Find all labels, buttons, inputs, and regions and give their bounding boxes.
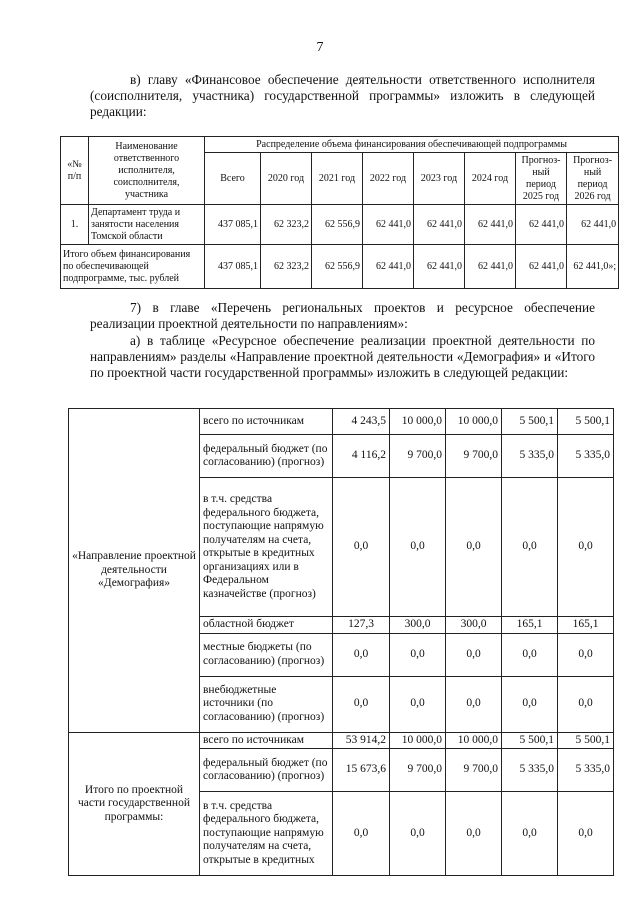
group-total-title: Итого по проектной части государственной программы:: [69, 732, 200, 876]
cell-value: 62 441,0: [363, 245, 414, 289]
cell-value: 0,0: [558, 676, 614, 732]
cell-value: 0,0: [390, 676, 446, 732]
intro-paragraph: в) главу «Финансовое обеспечение деятельности ответственного исполнителя (соисполнителя, участника) государственной программы» изложить в следующей редакции:: [90, 72, 595, 119]
cell-value: 0,0: [390, 633, 446, 676]
cell-value: 437 085,1: [205, 245, 261, 289]
cell-value: 0,0: [333, 676, 390, 732]
cell-value: 0,0: [558, 478, 614, 617]
cell-value: 4 116,2: [333, 435, 390, 478]
cell-value: 0,0: [390, 478, 446, 617]
cell-value: 62 441,0: [465, 245, 516, 289]
header-year: 2020 год: [261, 153, 312, 205]
group-demography-title: «Направление проектной деятельности «Демография»: [69, 409, 200, 733]
cell-value: 5 335,0: [558, 749, 614, 792]
cell-value: 9 700,0: [446, 435, 502, 478]
row-number: 1.: [61, 205, 89, 245]
header-year: 2022 год: [363, 153, 414, 205]
row-executor-name: Департамент труда и занятости населения Томской области: [89, 205, 205, 245]
source-label: федеральный бюджет (по согласованию) (прогноз): [200, 435, 333, 478]
cell-value: 5 500,1: [558, 732, 614, 749]
cell-value: 0,0: [446, 633, 502, 676]
header-year: 2024 год: [465, 153, 516, 205]
cell-value: 5 335,0: [502, 435, 558, 478]
cell-value: 5 500,1: [502, 409, 558, 435]
cell-value: 62 441,0: [414, 205, 465, 245]
cell-value: 0,0: [502, 676, 558, 732]
cell-value: 127,3: [333, 617, 390, 634]
financing-table: [60, 136, 619, 289]
cell-value: 5 500,1: [502, 732, 558, 749]
cell-value: 62 323,2: [261, 245, 312, 289]
header-no: «№ п/п: [61, 137, 89, 205]
cell-value: 62 441,0: [414, 245, 465, 289]
cell-value: 62 556,9: [312, 205, 363, 245]
source-label: в т.ч. средства федерального бюджета, поступающие напрямую получателям на счета, открытые в кредитных организациях или в Федеральном казначействе (прогноз): [200, 478, 333, 617]
source-label: всего по источникам: [200, 732, 333, 749]
cell-value: 5 500,1: [558, 409, 614, 435]
cell-value: 9 700,0: [390, 435, 446, 478]
cell-value: 62 441,0: [465, 205, 516, 245]
cell-value: 15 673,6: [333, 749, 390, 792]
cell-value: 0,0: [446, 792, 502, 876]
cell-value: 0,0: [502, 792, 558, 876]
header-total: Всего: [205, 153, 261, 205]
cell-value: 0,0: [446, 676, 502, 732]
cell-value: 9 700,0: [446, 749, 502, 792]
source-label: в т.ч. средства федерального бюджета, поступающие напрямую получателям на счета, открытые в кредитных: [200, 792, 333, 876]
cell-value: 0,0: [333, 792, 390, 876]
header-name: Наименование ответственного исполнителя, соисполнителя, участника: [89, 137, 205, 205]
resource-table: [68, 408, 614, 876]
cell-value: 62 441,0: [363, 205, 414, 245]
cell-value: 5 335,0: [558, 435, 614, 478]
cell-value: 300,0: [446, 617, 502, 634]
cell-value: 10 000,0: [446, 732, 502, 749]
total-row-label: Итого объем финансирования по обеспечивающей подпрограмме, тыс. рублей: [61, 245, 205, 289]
source-label: областной бюджет: [200, 617, 333, 634]
cell-value: 62 323,2: [261, 205, 312, 245]
source-label: федеральный бюджет (по согласованию) (прогноз): [200, 749, 333, 792]
cell-value: 4 243,5: [333, 409, 390, 435]
cell-value: 0,0: [333, 633, 390, 676]
header-year: Прогноз-ный период 2025 год: [516, 153, 567, 205]
header-year: 2023 год: [414, 153, 465, 205]
cell-value: 10 000,0: [390, 732, 446, 749]
cell-value: 53 914,2: [333, 732, 390, 749]
cell-value: 0,0: [502, 633, 558, 676]
page-number: 7: [316, 40, 324, 55]
cell-value: 9 700,0: [390, 749, 446, 792]
cell-value: 300,0: [390, 617, 446, 634]
cell-value: 10 000,0: [390, 409, 446, 435]
cell-value: 0,0: [558, 633, 614, 676]
cell-value: 0,0: [446, 478, 502, 617]
cell-value: 0,0: [390, 792, 446, 876]
cell-value: 62 441,0: [567, 205, 619, 245]
cell-value: 0,0: [558, 792, 614, 876]
cell-value: 5 335,0: [502, 749, 558, 792]
cell-value: 10 000,0: [446, 409, 502, 435]
header-year: Прогноз-ный период 2026 год: [567, 153, 619, 205]
cell-value: 0,0: [333, 478, 390, 617]
source-label: местные бюджеты (по согласованию) (прогноз): [200, 633, 333, 676]
cell-value: 437 085,1: [205, 205, 261, 245]
source-label: внебюджетные источники (по согласованию) (прогноз): [200, 676, 333, 732]
cell-value: 62 441,0: [516, 205, 567, 245]
paragraph-7a: а) в таблице «Ресурсное обеспечение реализации проектной деятельности по направлениям» разделы «Направление проектной деятельности «Демография» и «Итого по проектной части государственной программы» изложить в следующей редакции:: [90, 333, 595, 380]
paragraph-7: 7) в главе «Перечень региональных проектов и ресурсное обеспечение реализации проектной деятельности по направлениям»:: [90, 300, 595, 331]
cell-value: 62 441,0»;: [567, 245, 619, 289]
cell-value: 62 556,9: [312, 245, 363, 289]
cell-value: 0,0: [502, 478, 558, 617]
cell-value: 165,1: [558, 617, 614, 634]
header-year: 2021 год: [312, 153, 363, 205]
header-distribution: Распределение объема финансирования обеспечивающей подпрограммы: [205, 137, 619, 153]
cell-value: 165,1: [502, 617, 558, 634]
cell-value: 62 441,0: [516, 245, 567, 289]
source-label: всего по источникам: [200, 409, 333, 435]
